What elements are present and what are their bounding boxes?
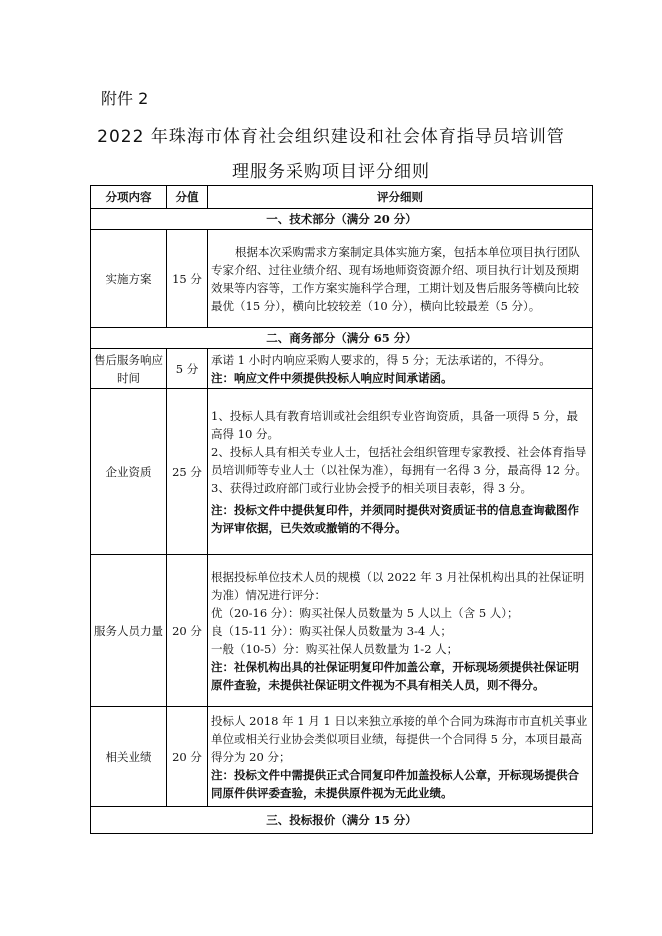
row-item: 企业资质: [91, 389, 167, 555]
row-detail: [208, 349, 593, 389]
header-detail: 评分细则: [208, 186, 593, 209]
scoring-table: [90, 185, 593, 834]
detail-note: 注：响应文件中须提供投标人响应时间承诺函。: [211, 370, 453, 385]
detail-note: 注：投标文件中需提供正式合同复印件加盖投标人公章，开标现场提供合同原件供评委查验，未提供原件视为无此业绩。: [211, 767, 579, 800]
table-row: [91, 707, 593, 807]
detail-text: 2、投标人具有相关专业人士，包括社会组织管理专家教授、社会体育指导员培训师等专业人士（以社保为准），每拥有一名得 3 分，最高得 12 分。: [211, 444, 587, 477]
detail-text: 投标人 2018 年 1 月 1 日以来独立承接的单个合同为珠海市市直机关事业单位或相关行业协会类似项目业绩，每提供一个合同得 5 分，本项目最高得分为 20 分；: [211, 713, 588, 764]
table-row: [91, 555, 593, 707]
row-score: 20 分: [167, 555, 208, 707]
detail-text: 根据本次采购需求方案制定具体实施方案，包括本单位项目执行团队专家介绍、过往业绩介绍、现有场地师资资源介绍、项目执行计划及预期效果等内容等，工作方案实施科学合理，工期计划及售后服务等横向比较最优（15 分），横向比较较差（10 分），横向比较最差（5 分）。: [211, 244, 580, 313]
row-detail: [208, 230, 593, 328]
row-item: 实施方案: [91, 230, 167, 328]
detail-text: 根据投标单位技术人员的规模（以 2022 年 3 月社保机构出具的社保证明为准）情况进行评分：: [211, 569, 585, 602]
document-title: 2022 年珠海市体育社会组织建设和社会体育指导员培训管: [97, 127, 565, 147]
detail-text: 一般（10-5）分：购买社保人员数量为 1-2 人；: [211, 641, 459, 656]
row-detail: [208, 555, 593, 707]
row-item: 售后服务响应时间: [91, 349, 167, 389]
detail-note: 注：投标文件中提供复印件，并须同时提供对资质证书的信息查询截图作为评审依据，已失效或撤销的不得分。: [211, 502, 579, 535]
row-score: 25 分: [167, 389, 208, 555]
row-detail: [208, 707, 593, 807]
detail-note: 注：社保机构出具的社保证明复印件加盖公章，开标现场须提供社保证明原件查验，未提供社保证明文件视为不具有相关人员，则不得分。: [211, 659, 579, 692]
section-price: 三、投标报价（满分 15 分）: [91, 807, 593, 834]
row-score: 15 分: [167, 230, 208, 328]
table-header-row: [91, 186, 593, 209]
table-row: [91, 349, 593, 389]
header-item: 分项内容: [91, 186, 167, 209]
table-row: [91, 230, 593, 328]
row-item: 服务人员力量: [91, 555, 167, 707]
detail-text: 1、投标人具有教育培训或社会组织专业咨询资质，具备一项得 5 分，最高得 10 分。: [211, 408, 578, 441]
detail-text: 优（20-16 分）：购买社保人员数量为 5 人以上（含 5 人）；: [211, 605, 519, 620]
row-detail: [208, 389, 593, 555]
detail-text: 3、获得过政府部门或行业协会授予的相关项目表彰，得 3 分。: [211, 480, 532, 495]
section-technical: 一、技术部分（满分 20 分）: [91, 209, 593, 230]
row-item: 相关业绩: [91, 707, 167, 807]
attachment-label: 附件 2: [101, 89, 149, 108]
row-score: 5 分: [167, 349, 208, 389]
detail-text: 承诺 1 小时内响应采购人要求的，得 5 分；无法承诺的，不得分。: [211, 352, 551, 367]
row-score: 20 分: [167, 707, 208, 807]
detail-text: 良（15-11 分）：购买社保人员数量为 3-4 人；: [211, 623, 452, 638]
table-row: [91, 389, 593, 555]
section-business: 二、商务部分（满分 65 分）: [91, 328, 593, 349]
document-title-continued: 理服务采购项目评分细则: [232, 162, 430, 182]
header-score: 分值: [167, 186, 208, 209]
